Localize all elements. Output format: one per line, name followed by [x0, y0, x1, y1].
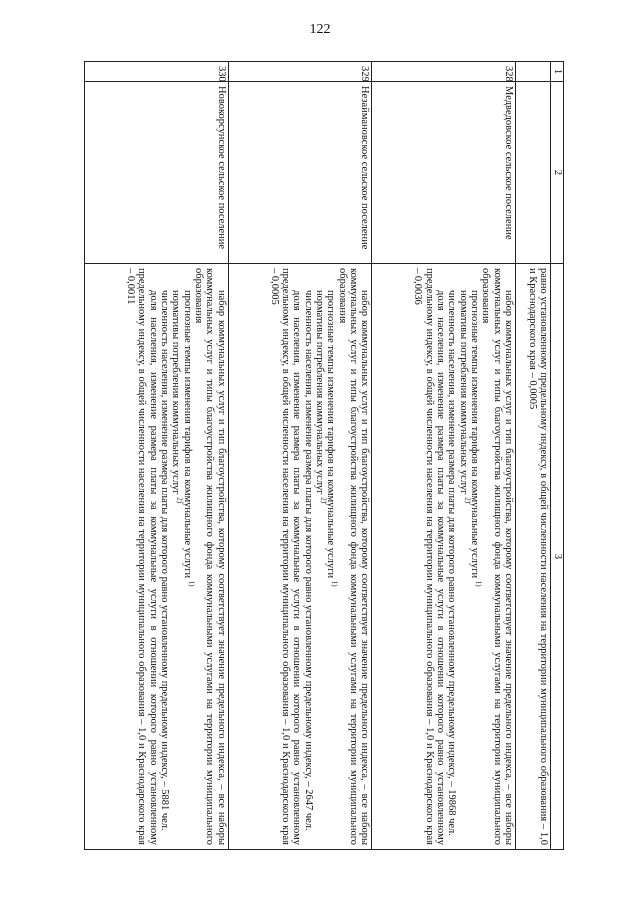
- paragraph: прогнозные темпы изменения тарифов на коммунальные услуги $^{1)}$: [181, 290, 196, 587]
- paragraph: доля населения, изменение размера платы за коммунальные услуги в отношении которого равно установленному предельному индексу, в общей численности населения на территории муниципального образования – 1,0 и Краснодарского края – 0,0036: [412, 268, 446, 845]
- description-cell: [228, 264, 372, 850]
- settlement-name-cell: [515, 82, 550, 264]
- paragraph: прогнозные темпы изменения тарифов на коммунальные услуги $^{1)}$: [468, 290, 483, 587]
- paragraph: набор коммунальных услуг и тип благоустройства, которому соответствует значение предельного индекса, – все наборы коммунальных услуг и типы благоустройства жилищного фонда коммунальными услугами на территории муниципального образования: [336, 268, 371, 845]
- paragraph: численность населения, изменение размера платы для которого равно установленному предельному индексу, – 5881 чел.: [159, 290, 170, 831]
- settlement-name: Незаймановское сельское поселение: [228, 82, 372, 264]
- settlements-table: [84, 61, 564, 850]
- rotated-table-container: [84, 61, 564, 849]
- description-cell: [85, 264, 229, 850]
- paragraph: прогнозные темпы изменения тарифов на коммунальные услуги $^{1)}$: [325, 290, 339, 587]
- header-col-2: 2: [551, 82, 564, 264]
- continuation-text: равно установленному предельному индексу, в общей численности населения на территории муниципального образования – 1,0 и Краснодарского края – 0,0005: [526, 268, 549, 845]
- paragraph: нормативы потребления коммунальных услуг $^{2)}$: [457, 290, 472, 504]
- paragraph: численность населения, изменение размера платы для которого равно установленному предельному индексу, – 2647 чел.: [302, 290, 314, 831]
- settlement-name: Медведовское сельское поселение: [372, 82, 516, 264]
- table-header-row: [551, 62, 564, 850]
- table-row: [85, 62, 229, 850]
- paragraph: доля населения, изменение размера платы за коммунальные услуги в отношении которого равно установленному предельному индексу, в общей численности населения на территории муниципального образования – 1,0 и Краснодарского края – 0,0005: [268, 268, 303, 845]
- table-row: [372, 62, 516, 850]
- row-number-cell: [515, 62, 550, 82]
- paragraph: нормативы потребления коммунальных услуг $^{2)}$: [313, 290, 328, 504]
- row-number: 329: [228, 62, 372, 82]
- header-col-1: 1: [551, 62, 564, 82]
- paragraph: доля населения, изменение размера платы за коммунальные услуги в отношении которого равно установленному предельному индексу, в общей численности населения на территории муниципального образования – 1,0 и Краснодарского края – 0,0011: [125, 268, 159, 845]
- table-row: [228, 62, 372, 850]
- header-col-3: 3: [551, 264, 564, 850]
- description-cell: [515, 264, 550, 850]
- paragraph: численность населения, изменение размера платы для которого равно установленному предельному индексу, – 19868 чел.: [446, 290, 458, 836]
- page-number: 122: [309, 22, 331, 37]
- paragraph: нормативы потребления коммунальных услуг $^{2)}$: [170, 290, 184, 504]
- table-row-continuation: [515, 62, 550, 850]
- settlement-name: Новокорсунское сельское поселение: [85, 82, 229, 264]
- row-number: 328: [372, 62, 516, 82]
- description-cell: [372, 264, 516, 850]
- paragraph: набор коммунальных услуг и тип благоустройства, которому соответствует значение предельного индекса, – все наборы коммунальных услуг и типы благоустройства жилищного фонда коммунальными услугами на территории муниципального образования: [480, 268, 514, 845]
- paragraph: набор коммунальных услуг и тип благоустройства, которому соответствует значение предельного индекса, – все наборы коммунальных услуг и типы благоустройства жилищного фонда коммунальными услугами на территории муниципального образования: [192, 268, 227, 845]
- row-number: 330: [85, 62, 229, 82]
